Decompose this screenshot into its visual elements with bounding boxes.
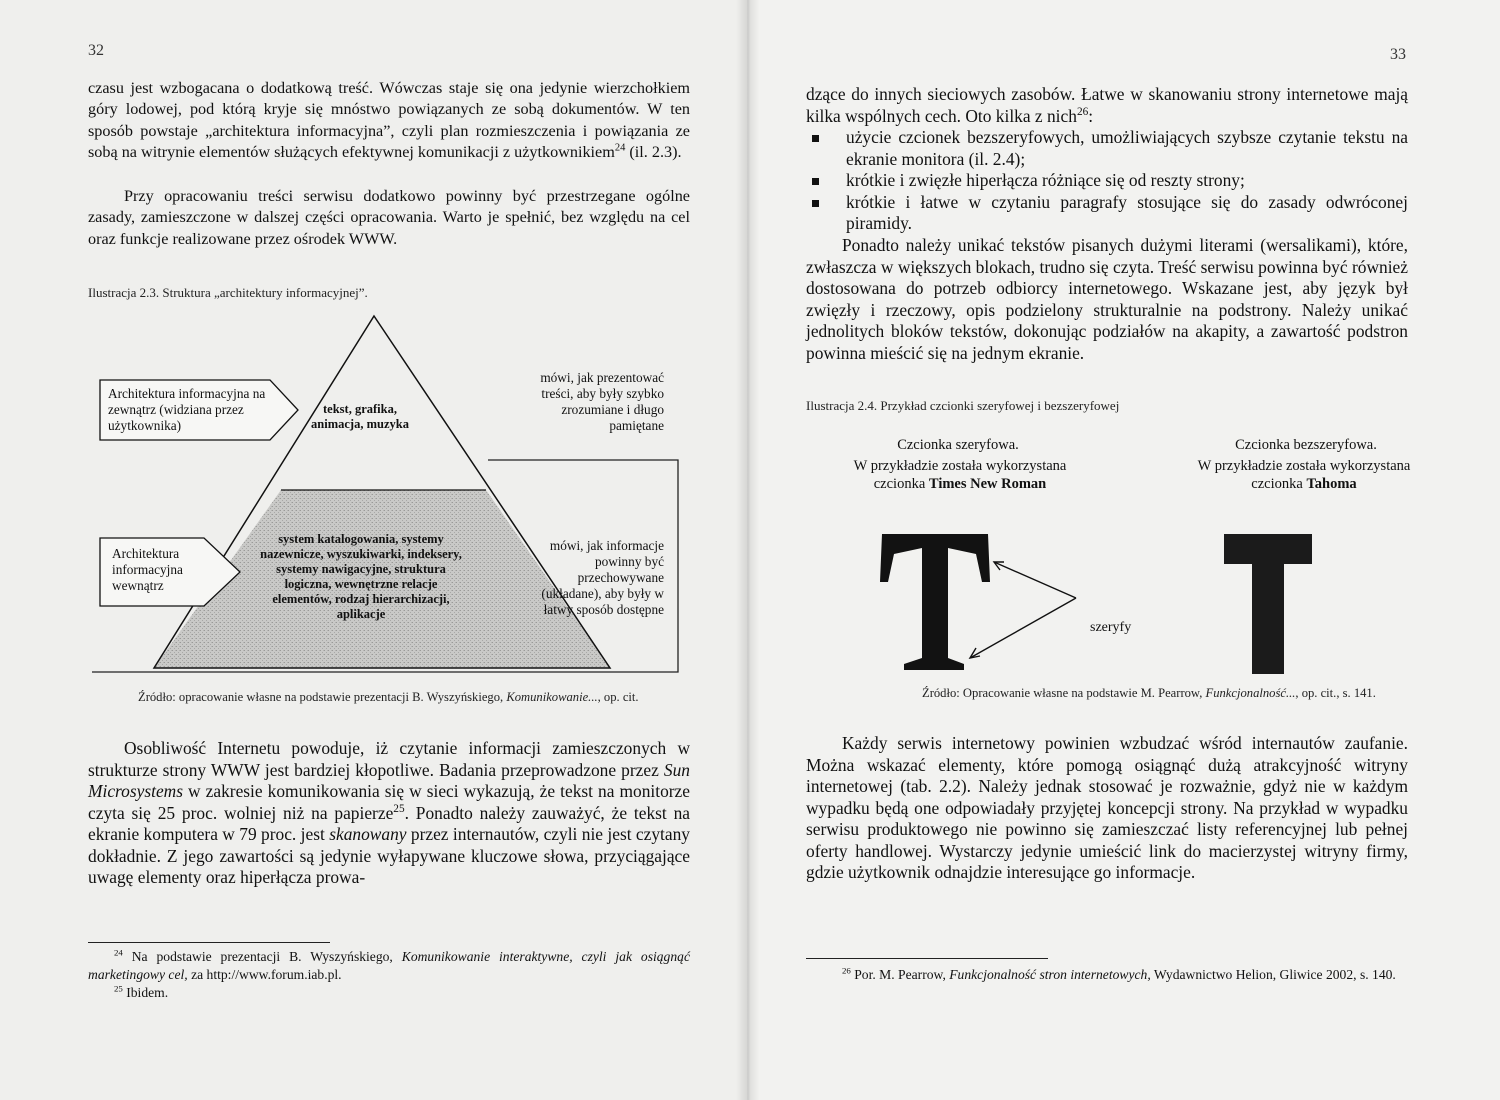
- paragraph: Ponadto należy unikać tekstów pisanych dużymi literami (wersalikami), które, zwłaszcza w większych blokach, trudno się czyta. Treść serwisu powinna być również dostosowana do potrzeb odbiorcy internetowego. Wskazane jest, aby język był zwięzły i rzeczowy, opis podzielony strukturalnie na podstrony. Należy unikać jednolitych bloków tekstów, dokonując podziałów na akapity, a zawartość podstron powinna mieścić się na jednym ekranie.: [806, 235, 1408, 363]
- footnote-24: [88, 948, 690, 984]
- right-page: [748, 0, 1500, 1100]
- footnote-ref[interactable]: 25: [393, 802, 405, 815]
- footnote-26: [806, 966, 1408, 984]
- figure-source: [138, 690, 639, 705]
- footnote-ref[interactable]: 24: [614, 142, 626, 154]
- paragraph: Każdy serwis internetowy powinien wzbudzać wśród internautów zaufanie. Można wskazać elementy, które pomogą osiągnąć dużą atrakcyjność witryny internetowej (tab. 2.2). Należy jednak stosować je rozważnie, gdyż nie w każdym wypadku będą one odpowiadały przyjętej koncepcji strony. Na przykład w wypadku serwisu produktowego nie powinno się zamieszczać listy referencyjnej lub pełnej oferty handlowej. Wystarczy jedynie umieścić link do macierzystej witryny firmy, gdzie użytkownik odnajdzie interesujące go informacje.: [806, 733, 1408, 882]
- paragraph: [806, 84, 1408, 127]
- footnote-ref[interactable]: 26: [1076, 105, 1089, 118]
- footnote-text: Na podstawie prezentacji B. Wyszyńskiego,: [122, 949, 402, 964]
- footnote-rule: [806, 958, 1048, 959]
- paragraph-text: dzące do innych sieciowych zasobów. Łatwe w skanowaniu strony internetowe mają kilka wspólnych cech. Oto kilka z nich: [806, 84, 1408, 126]
- systems-label: system katalogowania, systemy nazewnicze, wyszukiwarki, indeksery, systemy nawigacyjne, struktura logiczna, wewnętrzne relacje elementów, rodzaj hierarchizacji, aplikacje: [260, 532, 462, 621]
- figure-caption: Ilustracja 2.3. Struktura „architektury informacyjnej”.: [88, 285, 368, 300]
- serifs-label: szeryfy: [1090, 620, 1132, 635]
- sans-demo-text: [1144, 457, 1464, 493]
- presentation-description: mówi, jak prezentować treści, aby były szybko zrozumiane i długo pamiętane: [540, 370, 664, 433]
- diagram-shapes: [88, 310, 688, 688]
- demo-line: W przykładzie została wykorzystana: [853, 458, 1067, 474]
- footnote-title: Funkcjonalność stron internetowych,: [949, 967, 1151, 982]
- list-item-text: krótkie i zwięzłe hiperłącza różniące się od reszty strony;: [846, 170, 1245, 190]
- source-title: Funkcjonalność...: [1205, 686, 1296, 700]
- demo-line: W przykładzie została wykorzystana: [1197, 458, 1411, 474]
- source-title: Komunikowanie...: [506, 690, 598, 704]
- paragraph: [88, 78, 690, 163]
- font-name: Tahoma: [1306, 476, 1357, 492]
- figure-caption: Ilustracja 2.4. Przykład czcionki szeryfowej i bezszeryfowej: [806, 398, 1120, 413]
- source-text: , op. cit.: [597, 690, 639, 704]
- bullet-icon: [812, 135, 819, 142]
- architecture-diagram: [88, 310, 688, 688]
- page-number: 33: [1390, 46, 1406, 63]
- paragraph-text: przez internautów, czyli nie jest czytany dokładnie. Z jego zawartości są jedynie wyłapywane kluczowe słowa, przyciągające uwagę elementy oraz hiperłącza prowa-: [88, 824, 690, 887]
- source-text: , op. cit., s. 141.: [1295, 686, 1376, 700]
- footnote-text: za http://www.forum.iab.pl.: [187, 967, 342, 982]
- content-types-label: tekst, grafika, animacja, muzyka: [311, 402, 409, 431]
- footnote-number: 24: [114, 947, 123, 958]
- sans-demo-title: Czcionka bezszeryfowa.: [1235, 437, 1377, 453]
- paragraph-text: (il. 2.3).: [625, 142, 682, 161]
- paragraph: [88, 738, 690, 889]
- footnote-25: [114, 984, 414, 1002]
- feature-list: [806, 127, 1408, 235]
- demo-line: czcionka: [1251, 476, 1307, 492]
- list-item: [806, 192, 1408, 235]
- footnote-title: Komunikowanie interaktywne, czyli jak osiągnąć marketingowy cel,: [88, 949, 690, 982]
- list-item-text: krótkie i łatwe w czytaniu paragrafy stosujące się do zasady odwróconej piramidy.: [846, 191, 1408, 233]
- outer-architecture-label: Architektura informacyjna na zewnątrz (widziana przez użytkownika): [108, 386, 266, 433]
- footnote-text: Por. M. Pearrow,: [850, 967, 950, 982]
- list-item-text: użycie czcionek bezszeryfowych, umożliwiających szybsze czytanie tekstu na ekranie monitora (il. 2.4);: [846, 127, 1408, 169]
- paragraph-text: czasu jest wzbogacana o dodatkową treść. Wówczas staje się ona jedynie wierzchołkiem góry lodowej, pod którą kryje się mnóstwo powiązanych ze sobą dokumentów. W ten sposób powstaje „architektura informacyjna”, czyli plan rozmieszczenia i powiązania ze sobą na witrynie elementów służących efektywnej komunikacji z użytkownikiem: [88, 79, 690, 161]
- paragraph-text: w zakresie komunikowania się w sieci wykazują, że tekst na monitorze czyta się 25 proc. wolniej niż na papierze: [88, 781, 690, 823]
- company-name: Sun Microsystems: [88, 759, 690, 801]
- serif-letter-t: [880, 534, 990, 670]
- source-text: Źródło: opracowanie własne na podstawie prezentacji B. Wyszyńskiego,: [138, 690, 507, 704]
- left-page: [0, 0, 748, 1100]
- list-item: [806, 127, 1408, 170]
- paragraph-text: :: [1088, 105, 1094, 126]
- footnote-text: Ibidem.: [122, 985, 169, 1000]
- footnote-number: 25: [114, 983, 123, 994]
- inner-architecture-label: Architektura informacyjna wewnątrz: [112, 546, 183, 593]
- emphasis-term: skanowany: [329, 824, 407, 844]
- bullet-icon: [812, 178, 819, 185]
- serif-demo-title: Czcionka szeryfowa.: [897, 437, 1019, 453]
- list-item: [806, 170, 1408, 192]
- bullet-icon: [812, 200, 819, 207]
- page-number: 32: [88, 42, 104, 59]
- storage-description: mówi, jak informacje powinny być przechowywane (układane), aby były w łatwy sposób dostępne: [541, 538, 664, 617]
- figure-source: [922, 686, 1376, 701]
- serif-letter-figure: [868, 520, 1328, 690]
- footnote-number: 26: [842, 965, 851, 976]
- source-text: Źródło: Opracowanie własne na podstawie M. Pearrow,: [922, 686, 1206, 700]
- footnote-rule: [88, 942, 330, 943]
- paragraph: Przy opracowaniu treści serwisu dodatkowo powinny być przestrzegane ogólne zasady, zamieszczone w dalszej części opracowania. Warto je spełnić, bez względu na cel oraz funkcje realizowane przez ośrodek WWW.: [88, 187, 690, 248]
- book-gutter: [736, 0, 760, 1100]
- serif-demo-text: [800, 457, 1120, 493]
- footnote-text: Wydawnictwo Helion, Gliwice 2002, s. 140.: [1150, 967, 1396, 982]
- sans-letter-t: [1224, 534, 1312, 674]
- paragraph-text: Osobliwość Internetu powoduje, iż czytanie informacji zamieszczonych w strukturze strony WWW jest bardziej kłopotliwe. Badania przeprowadzone przez: [88, 738, 690, 780]
- font-name: Times New Roman: [928, 476, 1047, 492]
- demo-line: czcionka: [873, 476, 929, 492]
- paragraph-text: . Ponadto należy zauważyć, że tekst na ekranie komputera w 79 proc. jest: [88, 802, 690, 844]
